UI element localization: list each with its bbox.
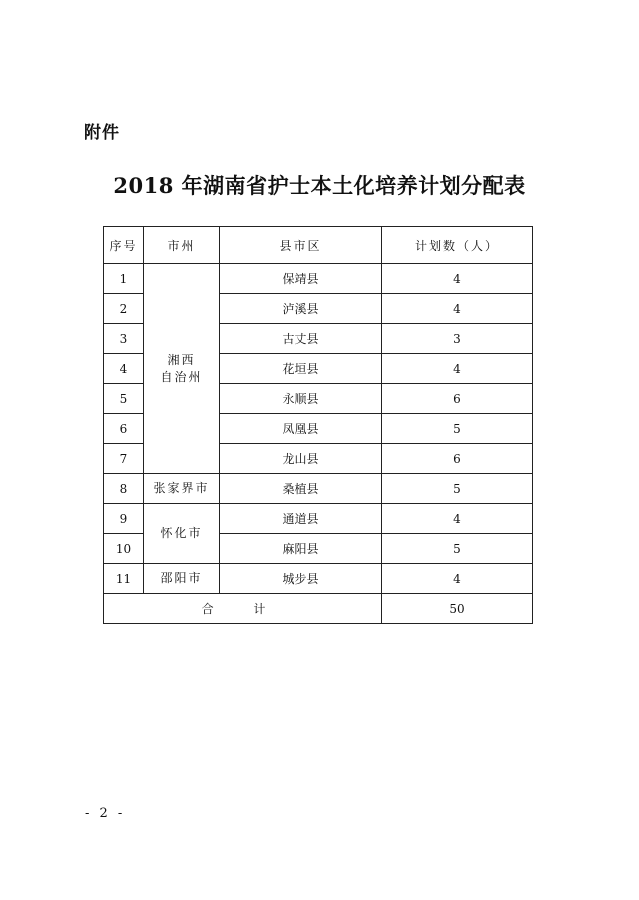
attachment-label: 附件: [84, 123, 120, 143]
county-cell: 花垣县: [220, 354, 382, 384]
count-cell: 4: [382, 354, 533, 384]
count-cell: 5: [382, 474, 533, 504]
count-cell: 6: [382, 444, 533, 474]
serial-cell: 3: [104, 324, 144, 354]
total-label: 合 计: [104, 594, 382, 624]
city-cell-shaoyang: 邵阳市: [144, 564, 220, 594]
count-cell: 4: [382, 564, 533, 594]
city-cell-zhangjiajie: 张家界市: [144, 474, 220, 504]
county-cell: 通道县: [220, 504, 382, 534]
count-cell: 5: [382, 414, 533, 444]
header-county: 县市区: [220, 227, 382, 264]
total-row: [104, 594, 533, 624]
serial-cell: 11: [104, 564, 144, 594]
county-cell: 古丈县: [220, 324, 382, 354]
table-row: [104, 264, 533, 294]
county-cell: 永顺县: [220, 384, 382, 414]
city-name: 湘西 自治州: [160, 352, 203, 384]
county-cell: 凤凰县: [220, 414, 382, 444]
count-cell: 4: [382, 294, 533, 324]
page-number: - 2 -: [85, 806, 126, 821]
count-cell: 6: [382, 384, 533, 414]
serial-cell: 8: [104, 474, 144, 504]
serial-cell: 4: [104, 354, 144, 384]
serial-cell: 5: [104, 384, 144, 414]
table-row: [104, 564, 533, 594]
serial-cell: 6: [104, 414, 144, 444]
county-cell: 桑植县: [220, 474, 382, 504]
city-cell-xiangxi: [144, 264, 220, 474]
count-cell: 4: [382, 264, 533, 294]
table-row: [104, 474, 533, 504]
count-cell: 5: [382, 534, 533, 564]
city-cell-huaihua: 怀化市: [144, 504, 220, 564]
total-value: 50: [382, 594, 533, 624]
serial-cell: 10: [104, 534, 144, 564]
county-cell: 保靖县: [220, 264, 382, 294]
count-cell: 4: [382, 504, 533, 534]
serial-cell: 9: [104, 504, 144, 534]
county-cell: 龙山县: [220, 444, 382, 474]
header-plan-count: 计划数（人）: [382, 227, 533, 264]
serial-cell: 1: [104, 264, 144, 294]
county-cell: 城步县: [220, 564, 382, 594]
header-serial: 序号: [104, 227, 144, 264]
table-row: [104, 504, 533, 534]
serial-cell: 7: [104, 444, 144, 474]
count-cell: 3: [382, 324, 533, 354]
header-city: 市州: [144, 227, 220, 264]
document-title: 2018 年湖南省护士本土化培养计划分配表: [113, 173, 526, 198]
county-cell: 麻阳县: [220, 534, 382, 564]
allocation-table: [103, 226, 533, 624]
county-cell: 泸溪县: [220, 294, 382, 324]
serial-cell: 2: [104, 294, 144, 324]
table-header-row: [104, 227, 533, 264]
